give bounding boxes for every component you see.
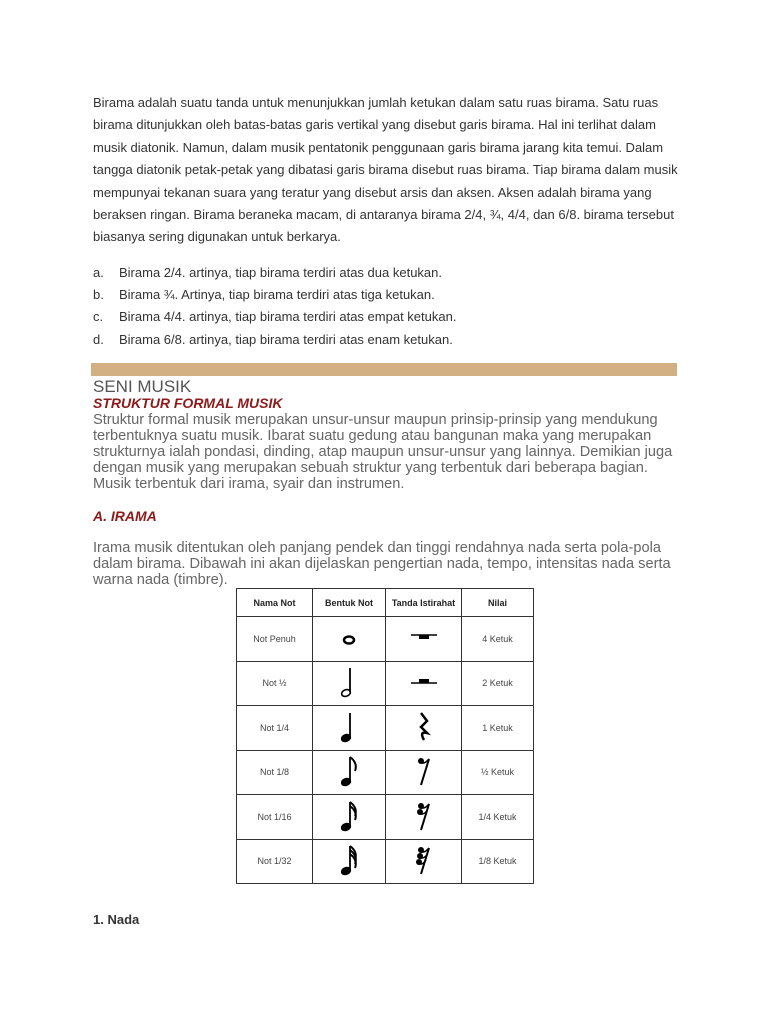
table-row: [237, 750, 534, 795]
sixteenth-note-icon: [313, 795, 386, 840]
note-value: ½ Ketuk: [462, 750, 534, 795]
eighth-note-icon: [313, 750, 386, 795]
irama-heading: A. IRAMA: [93, 508, 157, 524]
thirty-second-rest-icon: [386, 839, 462, 884]
table-row: [237, 795, 534, 840]
note-table: [236, 588, 534, 884]
quarter-note-icon: [313, 706, 386, 751]
note-value: 1/4 Ketuk: [462, 795, 534, 840]
table-row: [237, 661, 534, 706]
table-row: [237, 706, 534, 751]
note-name: Not ½: [237, 661, 313, 706]
half-rest-icon: [386, 661, 462, 706]
table-row: [237, 839, 534, 884]
struktur-paragraph: Struktur formal musik merupakan unsur-unsur maupun prinsip-prinsip yang mendukung terbentuknya suatu musik. Ibarat suatu gedung atau bangunan maka yang merupakan strukturnya ialah pondasi, dinding, atap maupun unsur-unsur yang lainnya. Demikian juga dengan musik yang merupakan sebuah struktur yang terbentuk dari beberapa bagian. Musik terbentuk dari irama, syair dan instrumen.: [93, 412, 673, 492]
subheading: STRUKTUR FORMAL MUSIK: [93, 395, 283, 411]
irama-paragraph: Irama musik ditentukan oleh panjang pendek dan tinggi rendahnya nada serta pola-pola dalam birama. Dibawah ini akan dijelaskan pengertian nada, tempo, intensitas nada serta warna nada (timbre).: [93, 540, 671, 588]
note-value: 4 Ketuk: [462, 617, 534, 662]
header-nama-not: Nama Not: [237, 589, 313, 617]
header-nilai: Nilai: [462, 589, 534, 617]
eighth-rest-icon: [386, 750, 462, 795]
note-value: 1 Ketuk: [462, 706, 534, 751]
note-name: Not 1/16: [237, 795, 313, 840]
divider-bar: [91, 363, 677, 376]
list-item: d. Birama 6/8. artinya, tiap birama terdiri atas enam ketukan.: [93, 331, 453, 347]
nada-heading: 1. Nada: [93, 912, 140, 927]
section-title: SENI MUSIK: [93, 377, 192, 396]
list-item: c. Birama 4/4. artinya, tiap birama terdiri atas empat ketukan.: [93, 309, 457, 325]
whole-rest-icon: [386, 617, 462, 662]
note-name: Not Penuh: [237, 617, 313, 662]
header-tanda-istirahat: Tanda Istirahat: [386, 589, 462, 617]
half-note-icon: [313, 661, 386, 706]
list-item: b. Birama ¾. Artinya, tiap birama terdiri atas tiga ketukan.: [93, 287, 435, 303]
thirty-second-note-icon: [313, 839, 386, 884]
birama-list: [93, 262, 456, 351]
sixteenth-rest-icon: [386, 795, 462, 840]
whole-note-icon: [313, 617, 386, 662]
header-bentuk-not: Bentuk Not: [313, 589, 386, 617]
note-name: Not 1/8: [237, 750, 313, 795]
list-item: a. Birama 2/4. artinya, tiap birama terdiri atas dua ketukan.: [93, 265, 442, 280]
quarter-rest-icon: [386, 706, 462, 751]
note-value: 2 Ketuk: [462, 661, 534, 706]
note-name: Not 1/4: [237, 706, 313, 751]
table-row: [237, 617, 534, 662]
note-value: 1/8 Ketuk: [462, 839, 534, 884]
intro-paragraph: Birama adalah suatu tanda untuk menunjukkan jumlah ketukan dalam satu ruas birama. Satu ruas birama ditunjukkan oleh batas-batas garis vertikal yang disebut garis birama. Hal ini terlihat dalam musik diatonik. Namun, dalam musik pentatonik penggunaan garis birama jarang kita temui. Dalam tangga diatonik petak-petak yang dibatasi garis birama disebut ruas birama. Tiap birama dalam musik mempunyai tekanan suara yang teratur yang disebut arsis dan aksen. Aksen adalah birama yang beraksen ringan. Birama beraneka macam, di antaranya birama 2/4, ¾, 4/4, dan 6/8. birama tersebut biasanya sering digunakan untuk berkarya.: [93, 95, 678, 245]
note-name: Not 1/32: [237, 839, 313, 884]
